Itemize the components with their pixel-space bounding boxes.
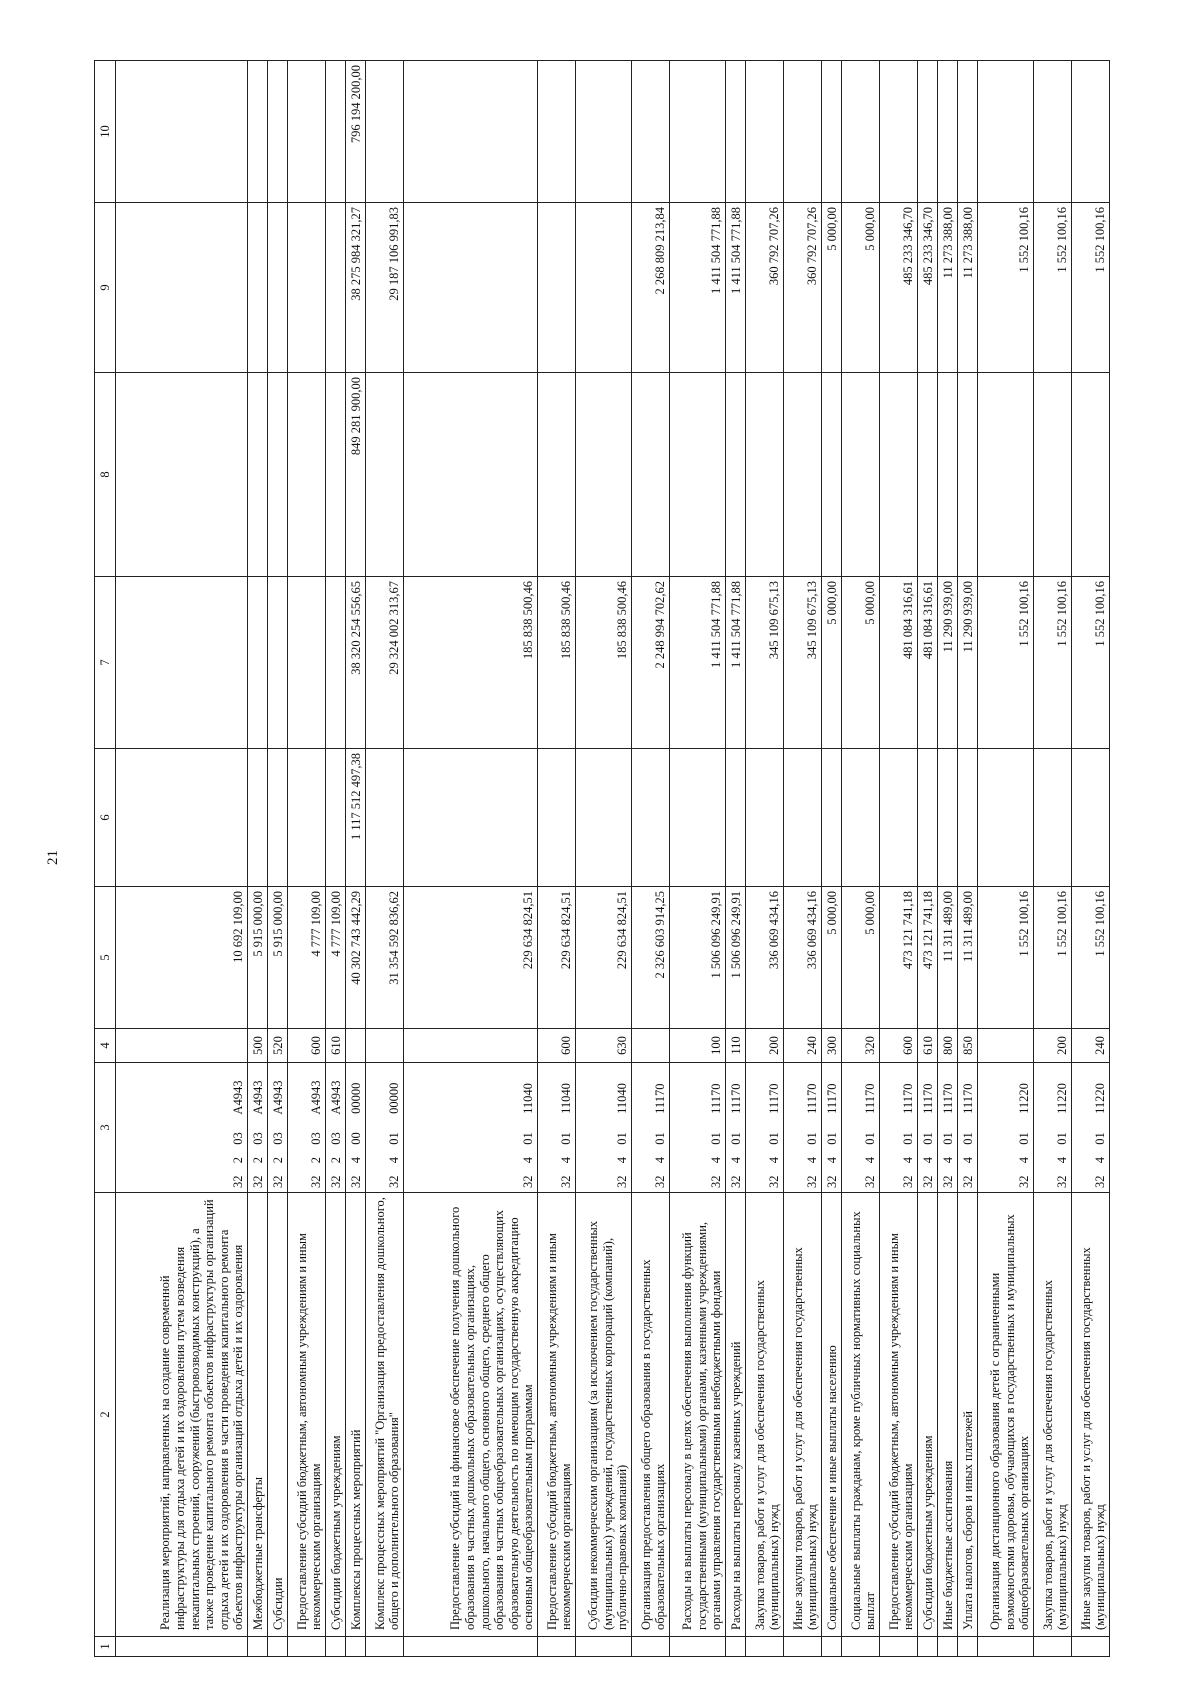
cell-col1 [978,1637,1034,1657]
cell-value-9: 360 792 707,26 [784,203,822,373]
table-row [746,61,784,1657]
cell-col1 [248,1637,268,1657]
cell-value-7 [248,577,268,749]
cell-value-9: 1 552 100,16 [1072,203,1110,373]
col-header-9: 9 [95,203,116,373]
table-row [366,61,404,1657]
cell-value-9: 38 275 984 321,27 [346,203,366,373]
cell-value-8 [958,373,978,577]
cell-value-9: 485 233 346,70 [880,203,918,373]
col-header-1: 1 [95,1637,116,1657]
cell-value-8: 849 281 900,00 [346,373,366,577]
cell-value-6 [576,749,632,887]
cell-col1 [268,1637,288,1657]
cell-vr: 600 [288,1029,326,1063]
cell-value-10 [938,61,958,203]
cell-value-10 [918,61,938,203]
cell-value-5: 2 326 603 914,25 [632,887,670,1029]
cell-value-6 [632,749,670,887]
cell-value-9: 11 273 388,00 [958,203,978,373]
cell-value-6 [1072,749,1110,887]
cell-value-5: 31 354 592 836,62 [366,887,404,1029]
cell-value-7: 29 324 002 313,67 [366,577,404,749]
cell-value-5: 1 552 100,16 [978,887,1034,1029]
cell-col1 [746,1637,784,1657]
table-row [978,61,1034,1657]
cell-value-9: 360 792 707,26 [746,203,784,373]
cell-name: Закупка товаров, работ и услуг для обеспечения государственных (муниципальных) нужд [1034,1193,1072,1637]
cell-value-6 [784,749,822,887]
cell-value-6 [288,749,326,887]
cell-value-9: 11 273 388,00 [938,203,958,373]
cell-code: 32 4 00 00000 [346,1063,366,1193]
cell-value-8 [938,373,958,577]
cell-value-8 [842,373,880,577]
cell-code: 32 2 03 A4943 [248,1063,268,1193]
cell-value-6 [538,749,576,887]
cell-col1 [822,1637,842,1657]
cell-value-5: 40 302 743 442,29 [346,887,366,1029]
table-row [726,61,746,1657]
cell-value-10 [1034,61,1072,203]
cell-value-7: 5 000,00 [822,577,842,749]
cell-value-5: 1 552 100,16 [1034,887,1072,1029]
cell-col1 [288,1637,326,1657]
cell-vr: 320 [842,1029,880,1063]
cell-code: 32 4 01 11220 [1034,1063,1072,1193]
cell-value-8 [822,373,842,577]
cell-value-6 [978,749,1034,887]
cell-col1 [842,1637,880,1657]
cell-value-7: 345 109 675,13 [746,577,784,749]
cell-value-8 [918,373,938,577]
cell-code: 32 4 01 00000 [366,1063,404,1193]
cell-value-5: 10 692 109,00 [116,887,248,1029]
cell-value-6 [670,749,726,887]
budget-table [94,60,1110,1657]
cell-vr: 630 [576,1029,632,1063]
cell-name: Социальные выплаты гражданам, кроме публичных нормативных социальных выплат [842,1193,880,1637]
cell-value-9 [538,203,576,373]
col-header-10: 10 [95,61,116,203]
table-body [116,61,1110,1657]
cell-value-6 [880,749,918,887]
cell-value-9 [404,203,538,373]
cell-value-5: 473 121 741,18 [918,887,938,1029]
cell-value-7: 1 411 504 771,88 [670,577,726,749]
table-row [116,61,248,1657]
cell-col1 [576,1637,632,1657]
cell-name: Расходы на выплаты персоналу в целях обеспечения выполнения функций государственными (муниципальными) органами, казенными учреждениями, органами управления государственными внебюджетными фондами [670,1193,726,1637]
cell-code: 32 2 03 A4943 [326,1063,346,1193]
cell-name: Иные закупки товаров, работ и услуг для обеспечения государственных (муниципальных) нужд [784,1193,822,1637]
cell-value-7: 481 084 316,61 [880,577,918,749]
cell-name: Субсидии бюджетным учреждениям [326,1193,346,1637]
cell-value-7: 185 838 500,46 [576,577,632,749]
cell-value-9: 29 187 106 991,83 [366,203,404,373]
cell-value-10 [366,61,404,203]
cell-value-9: 1 552 100,16 [978,203,1034,373]
cell-value-9: 5 000,00 [822,203,842,373]
cell-value-10 [880,61,918,203]
cell-value-7: 185 838 500,46 [404,577,538,749]
cell-vr: 200 [746,1029,784,1063]
cell-vr [366,1029,404,1063]
cell-code: 32 4 01 11170 [918,1063,938,1193]
cell-value-10 [632,61,670,203]
cell-vr: 610 [918,1029,938,1063]
cell-vr [978,1029,1034,1063]
cell-value-6: 1 117 512 497,38 [346,749,366,887]
cell-value-9: 5 000,00 [842,203,880,373]
cell-col1 [538,1637,576,1657]
cell-value-10 [576,61,632,203]
cell-value-9 [326,203,346,373]
cell-value-9: 1 552 100,16 [1034,203,1072,373]
cell-value-10: 796 194 200,00 [346,61,366,203]
cell-value-10 [670,61,726,203]
cell-col1 [366,1637,404,1657]
cell-value-6 [404,749,538,887]
cell-value-9 [288,203,326,373]
cell-name: Реализация мероприятий, направленных на создание современной инфраструктуры для отдыха детей и их оздоровления путем возведения некапитальных строений, сооружений (быстровозводимых конструкций), а также проведение капитального ремонта объектов инфраструктуры организаций отдыха детей и их оздоровления в части проведения капитального ремонта объектов инфраструктуры организаций отдыха детей и их оздоровления [116,1193,248,1637]
cell-value-9 [248,203,268,373]
cell-value-8 [746,373,784,577]
cell-code: 32 4 01 11220 [1072,1063,1110,1193]
table-row [288,61,326,1657]
cell-value-7 [288,577,326,749]
cell-vr: 610 [326,1029,346,1063]
cell-vr [346,1029,366,1063]
cell-code: 32 4 01 11040 [538,1063,576,1193]
cell-value-7: 1 552 100,16 [978,577,1034,749]
cell-name: Предоставление субсидий бюджетным, автономным учреждениям и иным некоммерческим организациям [880,1193,918,1637]
cell-name: Предоставление субсидий на финансовое обеспечение получения дошкольного образования в частных дошкольных образовательных организациях, дошкольного, начального общего, основного общего, среднего общего образования в частных общеобразовательных организациях, осуществляющих образовательную деятельность по имеющим государственную аккредитацию основным общеобразовательным программам [404,1193,538,1637]
cell-value-5: 336 069 434,16 [746,887,784,1029]
cell-name: Социальное обеспечение и иные выплаты населению [822,1193,842,1637]
cell-value-8 [538,373,576,577]
table-row [326,61,346,1657]
cell-value-7: 5 000,00 [842,577,880,749]
cell-value-8 [632,373,670,577]
cell-col1 [784,1637,822,1657]
table-row [346,61,366,1657]
cell-value-6 [726,749,746,887]
cell-value-5: 5 915 000,00 [248,887,268,1029]
cell-value-6 [958,749,978,887]
table-row [938,61,958,1657]
cell-vr: 240 [784,1029,822,1063]
cell-name: Субсидии бюджетным учреждениям [918,1193,938,1637]
cell-value-7: 1 552 100,16 [1072,577,1110,749]
cell-code: 32 4 01 11170 [938,1063,958,1193]
cell-value-10 [288,61,326,203]
cell-value-10 [326,61,346,203]
cell-vr: 300 [822,1029,842,1063]
cell-col1 [938,1637,958,1657]
cell-value-6 [326,749,346,887]
cell-value-8 [576,373,632,577]
cell-value-6 [842,749,880,887]
col-header-4: 4 [95,1029,116,1063]
cell-value-8 [366,373,404,577]
cell-value-9 [116,203,248,373]
table-row [842,61,880,1657]
col-header-7: 7 [95,577,116,749]
cell-vr [632,1029,670,1063]
cell-name: Иные закупки товаров, работ и услуг для обеспечения государственных (муниципальных) нужд [1072,1193,1110,1637]
cell-col1 [632,1637,670,1657]
cell-col1 [346,1637,366,1657]
cell-value-10 [784,61,822,203]
cell-value-8 [1072,373,1110,577]
table-row [1034,61,1072,1657]
cell-value-6 [746,749,784,887]
cell-col1 [404,1637,538,1657]
cell-code: 32 2 03 A4943 [268,1063,288,1193]
cell-value-8 [326,373,346,577]
cell-value-5: 229 634 824,51 [576,887,632,1029]
cell-value-8 [784,373,822,577]
cell-vr: 110 [726,1029,746,1063]
cell-value-5: 5 000,00 [842,887,880,1029]
cell-value-5: 11 311 489,00 [938,887,958,1029]
cell-code: 32 4 01 11170 [784,1063,822,1193]
cell-value-5: 1 552 100,16 [1072,887,1110,1029]
cell-value-10 [978,61,1034,203]
cell-vr: 500 [248,1029,268,1063]
cell-col1 [958,1637,978,1657]
cell-value-9: 2 268 809 213,84 [632,203,670,373]
cell-value-10 [404,61,538,203]
cell-value-7: 1 411 504 771,88 [726,577,746,749]
cell-code: 32 4 01 11170 [958,1063,978,1193]
cell-col1 [1034,1637,1072,1657]
cell-col1 [880,1637,918,1657]
cell-value-7: 38 320 254 556,65 [346,577,366,749]
table-row [822,61,842,1657]
cell-value-8 [1034,373,1072,577]
cell-value-8 [978,373,1034,577]
cell-value-10 [1072,61,1110,203]
col-header-2: 2 [95,1193,116,1637]
cell-value-7 [326,577,346,749]
cell-value-6 [822,749,842,887]
table-row [632,61,670,1657]
cell-name: Субсидии некоммерческим организациям (за исключением государственных (муниципальных) учреждений, государственных корпораций (компаний), публично-правовых компаний) [576,1193,632,1637]
cell-value-5: 1 506 096 249,91 [726,887,746,1029]
table-row [576,61,632,1657]
cell-name: Комплекс процессных мероприятий "Организация предоставления дошкольного, общего и дополнительного образования" [366,1193,404,1637]
cell-name: Комплексы процессных мероприятий [346,1193,366,1637]
cell-value-8 [670,373,726,577]
cell-col1 [726,1637,746,1657]
table-row [784,61,822,1657]
cell-value-10 [538,61,576,203]
table-row [268,61,288,1657]
column-number-row [95,61,116,1657]
cell-value-6 [248,749,268,887]
cell-value-6 [116,749,248,887]
cell-vr: 240 [1072,1029,1110,1063]
cell-value-10 [116,61,248,203]
cell-vr [404,1029,538,1063]
cell-name: Предоставление субсидий бюджетным, автономным учреждениям и иным некоммерческим организациям [538,1193,576,1637]
cell-value-6 [938,749,958,887]
cell-code: 32 4 01 11040 [404,1063,538,1193]
cell-value-9: 1 411 504 771,88 [670,203,726,373]
cell-name: Предоставление субсидий бюджетным, автономным учреждениям и иным некоммерческим организациям [288,1193,326,1637]
cell-value-8 [116,373,248,577]
col-header-6: 6 [95,749,116,887]
cell-value-8 [880,373,918,577]
col-header-3: 3 [95,1063,116,1193]
cell-value-8 [404,373,538,577]
cell-vr: 850 [958,1029,978,1063]
cell-code: 32 4 01 11170 [726,1063,746,1193]
cell-value-8 [268,373,288,577]
table-row [958,61,978,1657]
cell-value-7: 1 552 100,16 [1034,577,1072,749]
cell-value-5: 5 915 000,00 [268,887,288,1029]
cell-code: 32 4 01 11170 [880,1063,918,1193]
col-header-8: 8 [95,373,116,577]
cell-code: 32 2 03 A4943 [116,1063,248,1193]
table-row [538,61,576,1657]
cell-code: 32 4 01 11170 [632,1063,670,1193]
cell-code: 32 2 03 A4943 [288,1063,326,1193]
cell-value-6 [1034,749,1072,887]
cell-value-6 [918,749,938,887]
cell-value-7: 2 248 994 702,62 [632,577,670,749]
table-row [880,61,918,1657]
cell-vr [116,1029,248,1063]
cell-col1 [1072,1637,1110,1657]
cell-value-9 [576,203,632,373]
cell-code: 32 4 01 11170 [746,1063,784,1193]
cell-value-7: 11 290 939,00 [958,577,978,749]
cell-code: 32 4 01 11170 [670,1063,726,1193]
cell-value-8 [726,373,746,577]
cell-name: Организация дистанционного образования детей с ограниченными возможностями здоровья, обучающихся в государственных и муниципальных общеобразовательных организациях [978,1193,1034,1637]
cell-value-7: 481 084 316,61 [918,577,938,749]
cell-name: Закупка товаров, работ и услуг для обеспечения государственных (муниципальных) нужд [746,1193,784,1637]
cell-name: Уплата налогов, сборов и иных платежей [958,1193,978,1637]
cell-value-10 [842,61,880,203]
cell-value-6 [268,749,288,887]
cell-value-5: 336 069 434,16 [784,887,822,1029]
cell-value-8 [248,373,268,577]
cell-name: Организация предоставления общего образования в государственных образовательных организациях [632,1193,670,1637]
cell-col1 [116,1637,248,1657]
budget-table-wrapper [94,61,1134,1657]
cell-value-5: 229 634 824,51 [538,887,576,1029]
cell-code: 32 4 01 11040 [576,1063,632,1193]
cell-value-5: 4 777 109,00 [326,887,346,1029]
cell-value-10 [248,61,268,203]
cell-value-9: 485 233 346,70 [918,203,938,373]
col-header-5: 5 [95,887,116,1029]
cell-code: 32 4 01 11170 [842,1063,880,1193]
cell-name: Иные бюджетные ассигнования [938,1193,958,1637]
cell-name: Межбюджетные трансферты [248,1193,268,1637]
cell-vr: 520 [268,1029,288,1063]
cell-value-5: 4 777 109,00 [288,887,326,1029]
cell-value-8 [288,373,326,577]
cell-col1 [326,1637,346,1657]
cell-value-9 [268,203,288,373]
cell-value-5: 11 311 489,00 [958,887,978,1029]
cell-value-5: 1 506 096 249,91 [670,887,726,1029]
cell-value-5: 473 121 741,18 [880,887,918,1029]
cell-value-10 [726,61,746,203]
page-number: 21 [45,850,61,865]
cell-value-9: 1 411 504 771,88 [726,203,746,373]
cell-vr: 600 [538,1029,576,1063]
table-row [670,61,726,1657]
cell-vr: 200 [1034,1029,1072,1063]
cell-col1 [670,1637,726,1657]
cell-vr: 800 [938,1029,958,1063]
cell-value-10 [746,61,784,203]
table-row [918,61,938,1657]
cell-code: 32 4 01 11170 [822,1063,842,1193]
table-row [404,61,538,1657]
cell-vr: 100 [670,1029,726,1063]
cell-vr: 600 [880,1029,918,1063]
cell-name: Расходы на выплаты персоналу казенных учреждений [726,1193,746,1637]
table-row [1072,61,1110,1657]
cell-value-6 [366,749,404,887]
cell-value-10 [822,61,842,203]
cell-value-5: 229 634 824,51 [404,887,538,1029]
cell-value-7: 11 290 939,00 [938,577,958,749]
cell-value-7 [268,577,288,749]
cell-value-7 [116,577,248,749]
cell-value-7: 345 109 675,13 [784,577,822,749]
cell-value-7: 185 838 500,46 [538,577,576,749]
cell-value-10 [958,61,978,203]
cell-code: 32 4 01 11220 [978,1063,1034,1193]
cell-value-5: 5 000,00 [822,887,842,1029]
cell-name: Субсидии [268,1193,288,1637]
cell-col1 [918,1637,938,1657]
cell-value-10 [268,61,288,203]
table-row [248,61,268,1657]
